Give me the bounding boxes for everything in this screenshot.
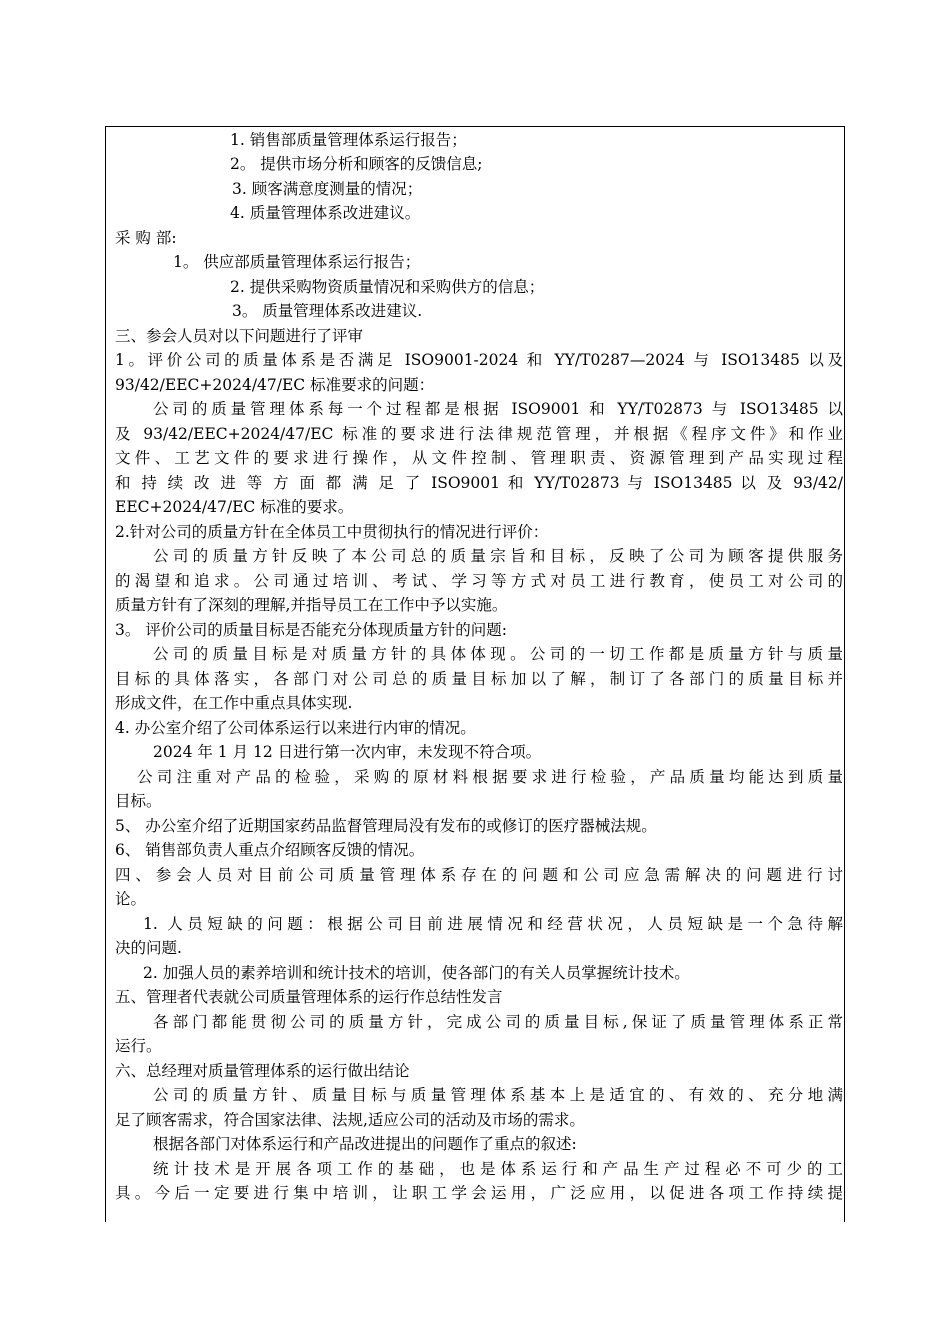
text-line: 3。 评价公司的质量目标是否能充分体现质量方针的问题: — [115, 621, 508, 639]
text-line: 4. 办公室介绍了公司体系运行以来进行内审的情况。 — [115, 719, 476, 737]
text-line: 目标。 — [115, 792, 162, 810]
text-line: 和 持 续 改 进 等 方 面 都 满 足 了 ISO9001 和 YY/T02873 与 ISO13485 以 及 93/42/ — [115, 474, 843, 492]
text-line: 1。评价公司的质量体系是否满足 ISO9001-2024 和 YY/T0287—2024 与 ISO13485 以及 — [115, 351, 843, 369]
text-line: 的渴望和追求。公司通过培训、考试、学习等方式对员工进行教育，使员工对公司的 — [115, 572, 843, 590]
text-line: 运行。 — [115, 1037, 162, 1055]
text-line: EEC+2024/47/EC 标准的要求。 — [115, 498, 354, 516]
text-line: 公司的质量方针、质量目标与质量管理体系基本上是适宜的、有效的、充分地满 — [153, 1086, 843, 1104]
text-line: 2.针对公司的质量方针在全体员工中贯彻执行的情况进行评价： — [115, 523, 549, 541]
text-line: 公司的质量方针反映了本公司总的质量宗旨和目标，反映了公司为顾客提供服务 — [153, 547, 843, 565]
text-line: 决的问题. — [115, 939, 182, 957]
text-line: 统计技术是开展各项工作的基础，也是体系运行和产品生产过程必不可少的工 — [153, 1160, 843, 1178]
text-line: 2024 年 1 月 12 日进行第一次内审，未发现不符合项。 — [153, 743, 542, 761]
text-line: 93/42/EEC+2024/47/EC 标准要求的问题： — [115, 376, 435, 394]
text-line: 公司的质量目标是对质量方针的具体体现。公司的一切工作都是质量方针与质量 — [153, 645, 843, 663]
text-line: 2。 提供市场分析和顾客的反馈信息; — [230, 155, 483, 173]
text-line: 足了顾客需求，符合国家法律、法规,适应公司的活动及市场的需求。 — [115, 1111, 585, 1129]
text-line: 采 购 部: — [115, 229, 177, 247]
text-line: 1. 人员短缺的问题：根据公司目前进展情况和经营状况，人员短缺是一个急待解 — [143, 915, 843, 933]
section-heading-3: 三、参会人员对以下问题进行了评审 — [115, 327, 364, 345]
text-line: 1。 供应部质量管理体系运行报告； — [173, 253, 421, 271]
section-heading-4: 四、参会人员对目前公司质量管理体系存在的问题和公司应急需解决的问题进行讨 — [115, 866, 843, 884]
text-line: 1. 销售部质量管理体系运行报告； — [230, 131, 467, 149]
text-line: 质量方针有了深刻的理解,并指导员工在工作中予以实施。 — [115, 596, 508, 614]
text-line: 4. 质量管理体系改进建议。 — [230, 204, 421, 222]
text-line: 论。 — [115, 890, 147, 908]
text-line: 3. 顾客满意度测量的情况； — [232, 180, 423, 198]
section-heading-5: 五、管理者代表就公司质量管理体系的运行作总结性发言 — [115, 988, 503, 1006]
text-line: 3。 质量管理体系改进建议. — [232, 302, 423, 320]
text-line: 形成文件，在工作中重点具体实现. — [115, 694, 353, 712]
section-heading-6: 六、总经理对质量管理体系的运行做出结论 — [115, 1062, 410, 1080]
text-line: 文件、工艺文件的要求进行操作，从文件控制、管理职责、资源管理到产品实现过程 — [115, 449, 843, 467]
text-line: 根据各部门对体系运行和产品改进提出的问题作了重点的叙述: — [153, 1135, 577, 1153]
text-line: 6、 销售部负责人重点介绍顾客反馈的情况。 — [115, 841, 425, 859]
text-line: 2. 加强人员的素养培训和统计技术的培训，使各部门的有关人员掌握统计技术。 — [143, 964, 690, 982]
text-line: 及 93/42/EEC+2024/47/EC 标准的要求进行法律规范管理，并根据《程序文件》和作业 — [115, 425, 843, 443]
text-line: 公司的质量管理体系每一个过程都是根据 ISO9001 和 YY/T02873 与 ISO13485 以 — [153, 400, 843, 418]
text-line: 目标的具体落实，各部门对公司总的质量目标加以了解，制订了各部门的质量目标并 — [115, 670, 843, 688]
text-line: 2. 提供采购物资质量情况和采购供方的信息； — [230, 278, 545, 296]
text-line: 具。今后一定要进行集中培训，让职工学会运用，广泛应用，以促进各项工作持续提 — [115, 1184, 843, 1202]
text-line: 公司注重对产品的检验，采购的原材料根据要求进行检验，产品质量均能达到质量 — [137, 768, 843, 786]
text-line: 5、 办公室介绍了近期国家药品监督管理局没有发布的或修订的医疗器械法规。 — [115, 817, 657, 835]
text-line: 各部门都能贯彻公司的质量方针，完成公司的质量目标,保证了质量管理体系正常 — [153, 1013, 843, 1031]
